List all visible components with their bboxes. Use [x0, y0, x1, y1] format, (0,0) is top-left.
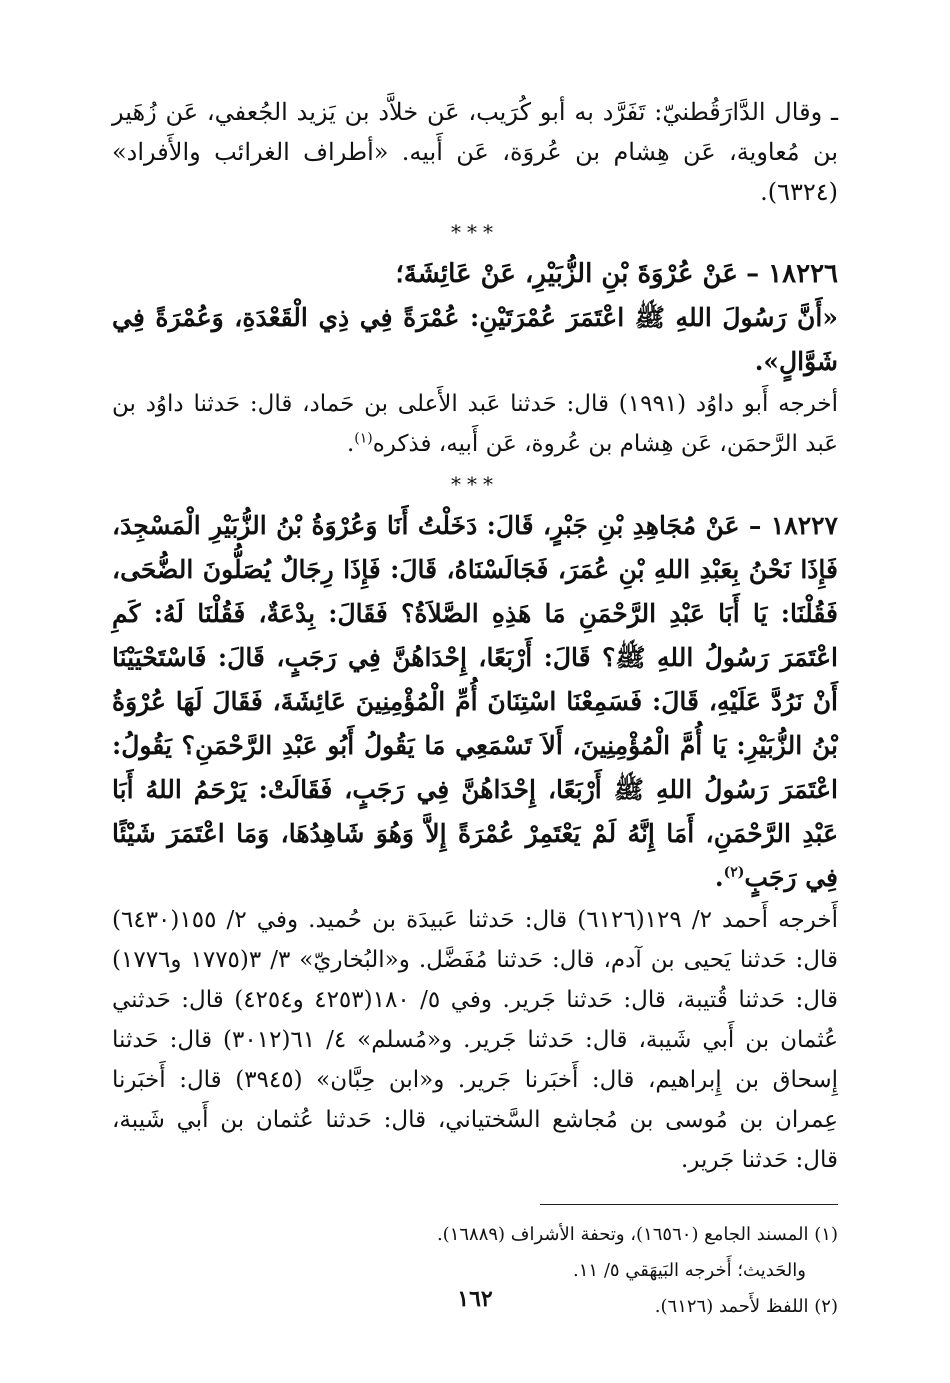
top-paragraph: ـ وقال الدَّارَقُطنيّ: تَفَرَّد به أبو كُرَيب، عَن خلاَّد بن يَزيد الجُعفي، عَن زُهَير بن مُعاوية، عَن هِشام بن عُروَة، عَن أَبيه. «أطراف الغرائب والأَفراد» (٦٣٢٤).	[112, 98, 838, 206]
hadith-matn: ١٨٢٢٧ – عَنْ مُجَاهِدِ بْنِ جَبْرٍ، قَالَ: دَخَلْتُ أَنَا وَعُرْوَةُ بْنُ الزُّبَيْرِ الْمَسْجِدَ، فَإِذَا نَحْنُ بِعَبْدِ اللهِ بْنِ عُمَرَ، فَجَالَسْنَاهُ، قَالَ: فَإِذَا رِجَالٌ يُصَلُّونَ الضُّحَى، فَقُلْنَا: يَا أَبَا عَبْدِ الرَّحْمَنِ مَا هَذِهِ الصَّلاَةُ؟ فَقَالَ: بِدْعَةٌ، فَقُلْنَا لَهُ: كَمِ اعْتَمَرَ رَسُولُ اللهِ ﷺ؟ قَالَ: أَرْبَعًا، إِحْدَاهُنَّ فِي رَجَبٍ، قَالَ: فَاسْتَحْيَيْنَا أَنْ نَرُدَّ عَلَيْهِ، قَالَ: فَسَمِعْنَا اسْتِنَانَ أُمِّ الْمُؤْمِنِينَ عَائِشَةَ، فَقَالَ لَهَا عُرْوَةُ بْنُ الزُّبَيْرِ: يَا أُمَّ الْمُؤْمِنِينَ، أَلاَ تَسْمَعِي مَا يَقُولُ أَبُو عَبْدِ الرَّحْمَنِ؟ يَقُولُ: اعْتَمَرَ رَسُولُ اللهِ ﷺ أَرْبَعًا، إِحْدَاهُنَّ فِي رَجَبٍ، فَقَالَتْ: يَرْحَمُ اللهُ أَبَا عَبْدِ الرَّحْمَنِ، أَمَا إِنَّهُ لَمْ يَعْتَمِرْ عُمْرَةً إِلاَّ وَهُوَ شَاهِدُهَا، وَمَا اعْتَمَرَ شَيْئًا فِي رَجَبٍ$^{(٢)}$.	[112, 511, 838, 892]
hadith-header	[112, 252, 838, 296]
hadith-18227	[112, 504, 838, 1180]
section-separator: ***	[451, 472, 499, 496]
hadith-matn: «أَنَّ رَسُولَ اللهِ ﷺ اعْتَمَرَ عُمْرَتَيْنِ: عُمْرَةً فِي ذِي الْقَعْدَةِ، وَعُمْرَةً فِي شَوَّالٍ».	[112, 303, 838, 376]
page-number: ١٦٢	[457, 1286, 493, 1312]
hadith-number: ١٨٢٢٦ –	[746, 259, 838, 289]
hadith-number: ١٨٢٢٧ –	[748, 511, 838, 540]
footnote-1: (١) المسند الجامع (١٦٥٦٠)، وتحفة الأشراف (١٦٨٨٩).	[436, 1224, 838, 1245]
hadith-18226	[112, 252, 838, 464]
hadith-isnad-head: عَنْ عُرْوَةَ بْنِ الزُّبَيْرِ، عَنْ عَائِشَةَ؛	[395, 259, 738, 289]
footnote-1-continuation: والحَديث؛ أَخرجه البَيهَقي ٥/ ١١.	[573, 1260, 806, 1281]
page-body	[112, 92, 838, 1325]
hadith-takhrij: أخرجه أَبو داوُد (١٩٩١) قال: حَدثنا عَبد الأَعلى بن حَماد، قال: حَدثنا داوُد بن عَبد الرَّحمَن، عَن هِشام بن عُروة، عَن أَبيه، فذكره$^{(١)}$.	[112, 391, 838, 457]
hadith-matn-text: عَنْ مُجَاهِدِ بْنِ جَبْرٍ، قَالَ: دَخَلْتُ أَنَا وَعُرْوَةُ بْنُ الزُّبَيْرِ الْمَسْجِدَ، فَإِذَا نَحْنُ بِعَبْدِ اللهِ بْنِ عُمَرَ، فَجَالَسْنَاهُ، قَالَ: فَإِذَا رِجَالٌ يُصَلُّونَ الضُّحَى، فَقُلْنَا: يَا أَبَا عَبْدِ الرَّحْمَنِ مَا هَذِهِ الصَّلاَةُ؟ فَقَالَ: بِدْعَةٌ، فَقُلْنَا لَهُ: كَمِ اعْتَمَرَ رَسُولُ اللهِ ﷺ؟ قَالَ: أَرْبَعًا، إِحْدَاهُنَّ فِي رَجَبٍ، قَالَ: فَاسْتَحْيَيْنَا أَنْ نَرُدَّ عَلَيْهِ، قَالَ: فَسَمِعْنَا اسْتِنَانَ أُمِّ الْمُؤْمِنِينَ عَائِشَةَ، فَقَالَ لَهَا عُرْوَةُ بْنُ الزُّبَيْرِ: يَا أُمَّ الْمُؤْمِنِينَ، أَلاَ تَسْمَعِي مَا يَقُولُ أَبُو عَبْدِ الرَّحْمَنِ؟ يَقُولُ: اعْتَمَرَ رَسُولُ اللهِ ﷺ أَرْبَعًا، إِحْدَاهُنَّ فِي رَجَبٍ، فَقَالَتْ: يَرْحَمُ اللهُ أَبَا عَبْدِ الرَّحْمَنِ، أَمَا إِنَّهُ لَمْ يَعْتَمِرْ عُمْرَةً إِلاَّ وَهُوَ شَاهِدُهَا، وَمَا اعْتَمَرَ شَيْئًا فِي رَجَبٍ	[112, 511, 838, 892]
hadith-takhrij: أَخرجه أَحمد ٢/ ١٢٩(٦١٢٦) قال: حَدثنا عَبيدَة بن حُميد. وفي ٢/ ١٥٥(٦٤٣٠) قال: حَدثنا يَحيى بن آدم، قال: حَدثنا مُفَضَّل. و«البُخاريّ» ٣/ ٣(١٧٧٥ و١٧٧٦) قال: حَدثنا قُتيبة، قال: حَدثنا جَرير. وفي ٥/ ١٨٠(٤٢٥٣ و٤٢٥٤) قال: حَدثني عُثمان بن أَبي شَيبة، قال: حَدثنا جَرير. و«مُسلم» ٤/ ٦١(٣٠١٢) قال: حَدثنا إِسحاق بن إِبراهيم، قال: أَخبَرنا جَرير. و«ابن حِبَّان» (٣٩٤٥) قال: أَخبَرنا عِمران بن مُوسى بن مُجاشع السَّختياني، قال: حَدثنا عُثمان بن أَبي شَيبة، قال: حَدثنا جَرير.	[112, 907, 838, 1173]
footnote-ref[interactable]: (١)	[354, 430, 373, 447]
footnote-divider	[540, 1204, 838, 1205]
section-separator: ***	[451, 220, 499, 244]
footnote-ref[interactable]: (٢)	[723, 864, 745, 881]
footnote-2: (٢) اللفظ لأَحمد (٦١٢٦).	[654, 1296, 838, 1317]
takhrij-text: أخرجه أَبو داوُد (١٩٩١) قال: حَدثنا عَبد الأَعلى بن حَماد، قال: حَدثنا داوُد بن عَبد الرَّحمَن، عَن هِشام بن عُروة، عَن أَبيه، فذكره	[112, 391, 838, 457]
